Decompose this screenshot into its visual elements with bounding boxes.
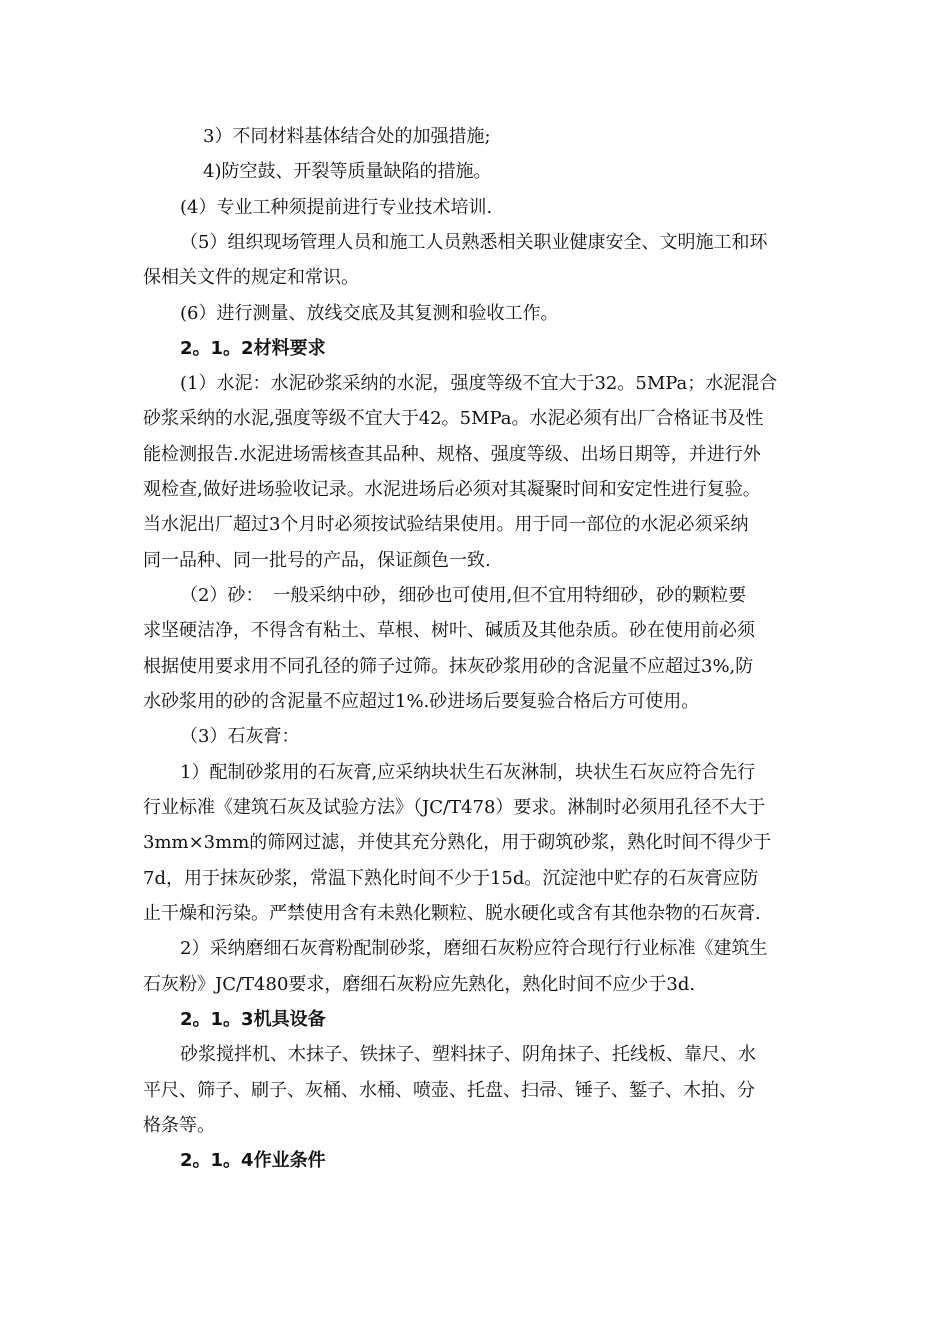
text-line: 4)防空鼓、开裂等质量缺陷的措施。 — [203, 161, 492, 182]
text-line: 能检测报告.水泥进场需核查其品种、规格、强度等级、出场日期等，并进行外 — [143, 444, 761, 465]
text-line: （3）石灰膏： — [180, 726, 300, 747]
section-heading: 2。1。3机具设备 — [180, 1009, 326, 1030]
text-line: (1）水泥：水泥砂浆采纳的水泥，强度等级不宜大于32。5MPa；水泥混合 — [180, 373, 778, 394]
text-line: 水砂浆用的砂的含泥量不应超过1%.砂进场后要复验合格后方可使用。 — [143, 691, 700, 712]
text-line: 砂浆搅拌机、木抹子、铁抹子、塑料抹子、阴角抹子、托线板、靠尺、水 — [180, 1044, 756, 1065]
text-line: (4）专业工种须提前进行专业技术培训. — [180, 197, 493, 218]
text-line: 1）配制砂浆用的石灰膏,应采纳块状生石灰淋制，块状生石灰应符合先行 — [180, 762, 756, 783]
text-line: 当水泥出厂超过3个月时必须按试验结果使用。用于同一部位的水泥必须采纳 — [143, 514, 749, 535]
text-line: 3mm×3mm的筛网过滤，并使其充分熟化，用于砌筑砂浆，熟化时间不得少于 — [143, 832, 772, 853]
text-line: 根据使用要求用不同孔径的筛子过筛。抹灰砂浆用砂的含泥量不应超过3%,防 — [143, 656, 754, 677]
text-line: (6）进行测量、放线交底及其复测和验收工作。 — [180, 303, 559, 324]
text-line: （2）砂： 一般采纳中砂，细砂也可使用,但不宜用特细砂，砂的颗粒要 — [180, 585, 747, 606]
section-heading: 2。1。2材料要求 — [180, 338, 326, 359]
text-line: 7d，用于抹灰砂浆，常温下熟化时间不少于15d。沉淀池中贮存的石灰膏应防 — [143, 868, 759, 889]
text-line: 行业标准《建筑石灰及试验方法》（JC/T478）要求。淋制时必须用孔径不大于 — [143, 797, 766, 818]
text-line: 2）采纳磨细石灰膏粉配制砂浆，磨细石灰粉应符合现行行业标准《建筑生 — [180, 938, 768, 959]
text-line: （5）组织现场管理人员和施工人员熟悉相关职业健康安全、文明施工和环 — [180, 232, 768, 253]
text-line: 平尺、筛子、刷子、灰桶、水桶、喷壶、托盘、扫帚、锤子、錾子、木拍、分 — [143, 1080, 755, 1101]
text-line: 石灰粉》JC/T480要求，磨细石灰粉应先熟化，熟化时间不应少于3d. — [143, 974, 696, 995]
text-line: 砂浆采纳的水泥,强度等级不宜大于42。5MPa。水泥必须有出厂合格证书及性 — [143, 408, 764, 429]
text-line: 保相关文件的规定和常识。 — [143, 267, 359, 288]
text-line: 观检查,做好进场验收记录。水泥进场后必须对其凝聚时间和安定性进行复验。 — [143, 479, 761, 500]
section-heading: 2。1。4作业条件 — [180, 1150, 326, 1171]
text-line: 3）不同材料基体结合处的加强措施; — [203, 126, 491, 147]
text-line: 止干燥和污染。严禁使用含有未熟化颗粒、脱水硬化或含有其他杂物的石灰膏. — [143, 903, 761, 924]
text-line: 格条等。 — [143, 1115, 215, 1136]
text-line: 同一品种、同一批号的产品，保证颜色一致. — [143, 550, 491, 571]
text-line: 求坚硬洁净，不得含有粘土、草根、树叶、碱质及其他杂质。砂在使用前必须 — [143, 620, 755, 641]
